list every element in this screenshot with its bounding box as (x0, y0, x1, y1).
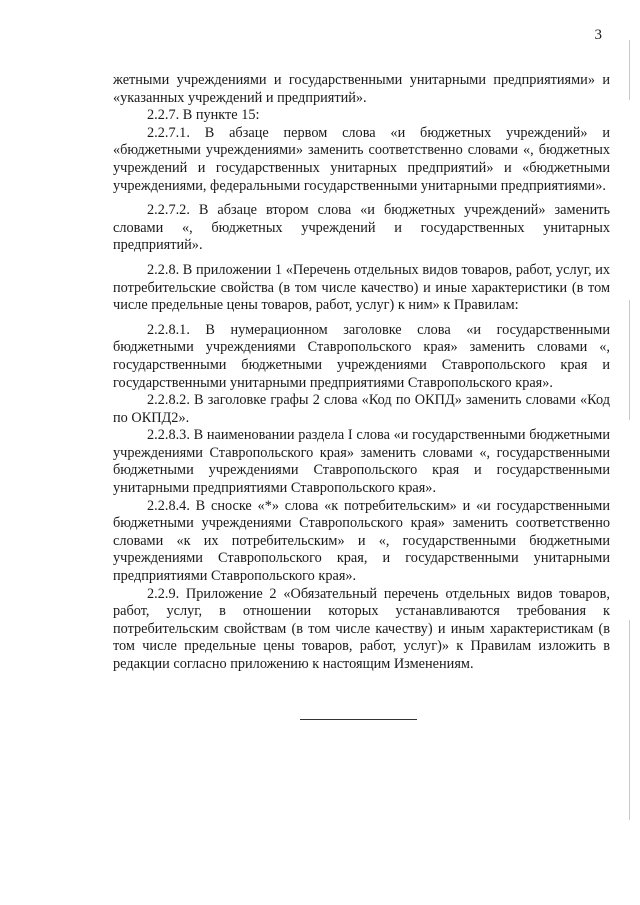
end-separator-line (300, 719, 417, 720)
scan-edge-mark (629, 620, 630, 820)
paragraph: 2.2.8. В приложении 1 «Перечень отдельных видов товаров, работ, услуг, их потребительские свойства (в том числе качество) и иные характеристики (в том числе предельные цены товаров, работ, услуг) к ним» к Правилам: (113, 261, 610, 314)
paragraph: 2.2.8.3. В наименовании раздела I слова «и государственными бюджетными учреждениями Ставропольского края» заменить словами «, государственными бюджетными учреждениями Ставропольского края и государственными унитарными предприятиями Ставропольского края». (113, 427, 610, 497)
scan-edge-mark (629, 40, 630, 100)
paragraph: 2.2.7.1. В абзаце первом слова «и бюджетных учреждений» и «бюджетными учреждениями» заменить соответственно словами «, бюджетных учреждений и государственных унитарных предприятий» и «бюджетными учреждениями, федеральными государственными унитарными предприятиями». (113, 124, 610, 194)
paragraph: 2.2.7. В пункте 15: (147, 107, 260, 124)
scan-edge-mark (629, 300, 630, 420)
paragraph: 2.2.7.2. В абзаце втором слова «и бюджетных учреждений» заменить словами «, бюджетных учреждений и государственных унитарных предприятий». (113, 202, 610, 254)
paragraph: 2.2.8.4. В сноске «*» слова «к потребительским» и «и государственными бюджетными учреждениями Ставропольского края» заменить соответственно словами «к их потребительским» и «, государственными бюджетными учреждениями Ставропольского края, и государственными унитарными предприятиями Ставропольского края». (113, 497, 610, 585)
page-number: 3 (594, 27, 602, 43)
paragraph: жетными учреждениями и государственными унитарными предприятиями» и «указанных учреждений и предприятий». (113, 72, 610, 106)
paragraph: 2.2.8.1. В нумерационном заголовке слова «и государственными бюджетными учреждениями Ставропольского края» заменить словами «, государственными бюджетными учреждениями Ставропольского края и государственными унитарными предприятиями Ставропольского края». (113, 321, 610, 391)
document-body (113, 72, 610, 674)
paragraph: 2.2.8.2. В заголовке графы 2 слова «Код по ОКПД» заменить словами «Код по ОКПД2». (113, 392, 610, 426)
paragraph: 2.2.9. Приложение 2 «Обязательный перечень отдельных видов товаров, работ, услуг, в отношении которых устанавливаются требования к потребительским свойствам (в том числе качеству) и иным характеристикам (в том числе предельные цены товаров, работ, услуг)» к Правилам изложить в редакции согласно приложению к настоящим Изменениям. (113, 585, 610, 672)
